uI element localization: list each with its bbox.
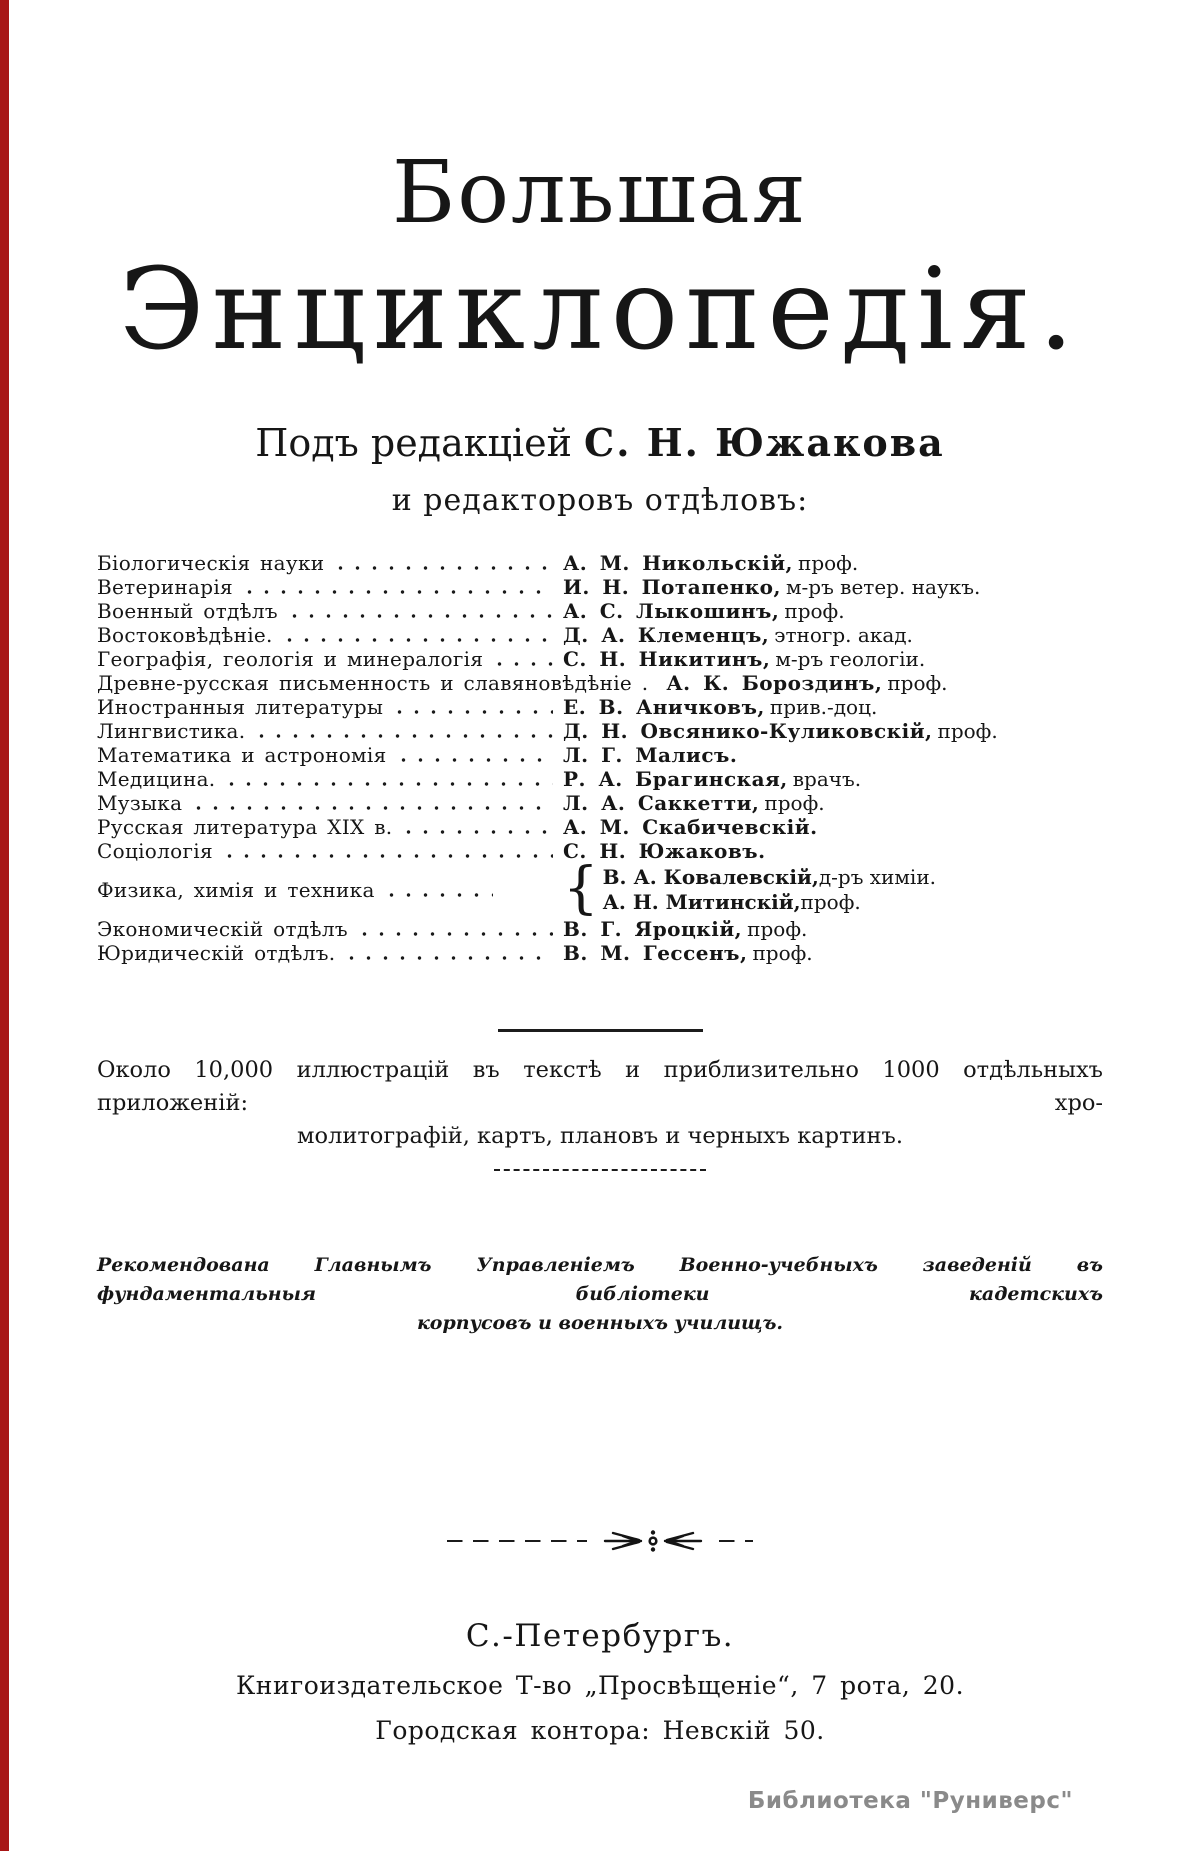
floral-divider-ornament — [97, 1528, 1103, 1554]
recommendation-line2: корпусовъ и военныхъ училищъ. — [416, 1311, 784, 1334]
editor-name: С. Н. Никитинъ, — [563, 646, 771, 671]
library-watermark: Библиотека "Руниверс" — [747, 1788, 1073, 1814]
editors-row — [97, 671, 1103, 695]
editor-role: проф. — [784, 598, 845, 623]
dashed-rule — [494, 1169, 706, 1171]
recommendation-line1: Рекомендована Главнымъ Управленіемъ Военно-учебныхъ заведеній въ фундаментальныя библіотеки кадетскихъ — [97, 1253, 1103, 1305]
section-label: Востоковѣдѣніе. — [97, 622, 273, 647]
ornament-dash-left — [447, 1540, 587, 1542]
editor-name: В. М. Гессенъ, — [563, 940, 748, 965]
editor-name: Л. А. Саккетти, — [563, 790, 760, 815]
section-label: Физика, химія и техника — [97, 877, 375, 902]
dot-leader — [343, 941, 553, 965]
section-label: Древне-русская письменность и славяновѣдѣніе . — [97, 670, 649, 695]
editors-row — [97, 719, 1103, 743]
editors-heading: и редакторовъ отдѣловъ: — [391, 483, 809, 518]
dot-leader — [190, 791, 553, 815]
floral-ornament-icon — [601, 1528, 705, 1554]
brace-glyph: { — [563, 855, 599, 921]
editor-role: проф. — [764, 790, 825, 815]
dot-leader — [221, 839, 553, 863]
editor-name: А. К. Бороздинъ, — [666, 670, 883, 695]
editor-role: м-ръ геологіи. — [775, 646, 926, 671]
editors-row — [97, 791, 1103, 815]
byline — [97, 421, 1103, 466]
section-label: Военный отдѣлъ — [97, 598, 278, 623]
editors-row — [97, 839, 1103, 863]
imprint-city: С.-Петербургъ. — [465, 1617, 735, 1654]
editors-row-physics — [97, 855, 1103, 921]
dot-leader — [400, 815, 553, 839]
editor-name: Р. А. Брагинская, — [563, 766, 788, 791]
editor-name: Д. Н. Овсянико-Куликовскій, — [563, 718, 933, 743]
dot-leader — [253, 719, 553, 743]
section-label: Музыка — [97, 790, 183, 815]
dot-leader — [356, 917, 553, 941]
editors-row — [97, 551, 1103, 575]
editor-name: Л. Г. Малисъ. — [563, 742, 738, 767]
editor-role: проф. — [797, 550, 859, 575]
editor-role: проф. — [747, 916, 808, 941]
section-label: Біологическія науки — [97, 550, 325, 575]
section-label: Экономическій отдѣлъ — [97, 916, 348, 941]
editors-row — [97, 623, 1103, 647]
editors-row — [97, 695, 1103, 719]
dot-leader — [383, 878, 493, 902]
editor-role: проф. — [800, 889, 861, 914]
editor-name: В. Г. Яроцкій, — [563, 916, 743, 941]
editor-role: проф. — [887, 670, 948, 695]
section-label: Юридическій отдѣлъ. — [97, 940, 336, 965]
illustrations-note-line1: Около 10,000 иллюстрацій въ текстѣ и приблизительно 1000 отдѣльныхъ приложеній: хро- — [97, 1056, 1103, 1116]
red-scan-edge-strip — [0, 0, 9, 1851]
editor-role: д-ръ химіи. — [818, 864, 937, 889]
dot-leader — [223, 767, 553, 791]
editor-name: С. Н. Южаковъ. — [563, 838, 766, 863]
dot-leader — [395, 743, 553, 767]
byline-prefix: Подъ редакціей — [255, 421, 572, 466]
editors-row — [97, 647, 1103, 671]
editor-name: А. Н. Митинскій, — [602, 889, 801, 914]
ornament-dash-right — [719, 1540, 753, 1542]
editor-role: прив.-доц. — [769, 694, 878, 719]
imprint-office: Городская контора: Невскій 50. — [375, 1716, 825, 1746]
editors-row — [97, 599, 1103, 623]
editor-name: Д. А. Клеменцъ, — [563, 622, 770, 647]
section-label: Иностранныя литературы — [97, 694, 384, 719]
section-label: Лингвистика. — [97, 718, 246, 743]
editor-role: этногр. акад. — [774, 622, 913, 647]
editors-list — [97, 551, 1103, 965]
editors-row — [97, 743, 1103, 767]
editors-row — [97, 767, 1103, 791]
editor-role: м-ръ ветер. наукъ. — [785, 574, 981, 599]
editors-row — [97, 917, 1103, 941]
imprint-publisher: Книгоиздательское Т-во „Просвѣщеніе“, 7 рота, 20. — [235, 1671, 965, 1701]
section-label: Соціологія — [97, 838, 213, 863]
book-title-line1: Большая — [392, 143, 808, 243]
editors-row — [97, 815, 1103, 839]
section-label: Ветеринарія — [97, 574, 233, 599]
chief-editor-name: С. Н. Южакова — [584, 420, 945, 466]
section-label: Географія, геологія и минералогія — [97, 646, 484, 671]
editor-role: проф. — [752, 940, 813, 965]
editor-name: А. М. Скабичевскій. — [563, 814, 818, 839]
illustrations-note — [97, 1054, 1103, 1153]
editors-row — [97, 575, 1103, 599]
editor-name: Е. В. Аничковъ, — [563, 694, 765, 719]
editor-name: В. А. Ковалевскій, — [602, 864, 819, 889]
horizontal-rule — [498, 1029, 703, 1032]
editor-role: врачъ. — [792, 766, 862, 791]
dot-leader — [332, 551, 553, 575]
dot-leader — [391, 695, 553, 719]
book-title-line2: Энциклопедія. — [118, 244, 1082, 375]
dot-leader — [491, 647, 553, 671]
dot-leader — [286, 599, 553, 623]
recommendation-note — [97, 1251, 1103, 1338]
editor-name: А. С. Лыкошинъ, — [563, 598, 780, 623]
editor-name: И. Н. Потапенко, — [563, 574, 781, 599]
section-label: Математика и астрономія — [97, 742, 387, 767]
editors-row — [97, 941, 1103, 965]
editor-name: А. М. Никольскій, — [563, 550, 793, 575]
section-label: Русская литература XIX в. — [97, 814, 393, 839]
illustrations-note-line2: молитографій, картъ, плановъ и черныхъ картинъ. — [297, 1122, 903, 1149]
section-label: Медицина. — [97, 766, 216, 791]
editor-role: проф. — [937, 718, 998, 743]
dot-leader — [241, 575, 553, 599]
dot-leader — [281, 623, 553, 647]
